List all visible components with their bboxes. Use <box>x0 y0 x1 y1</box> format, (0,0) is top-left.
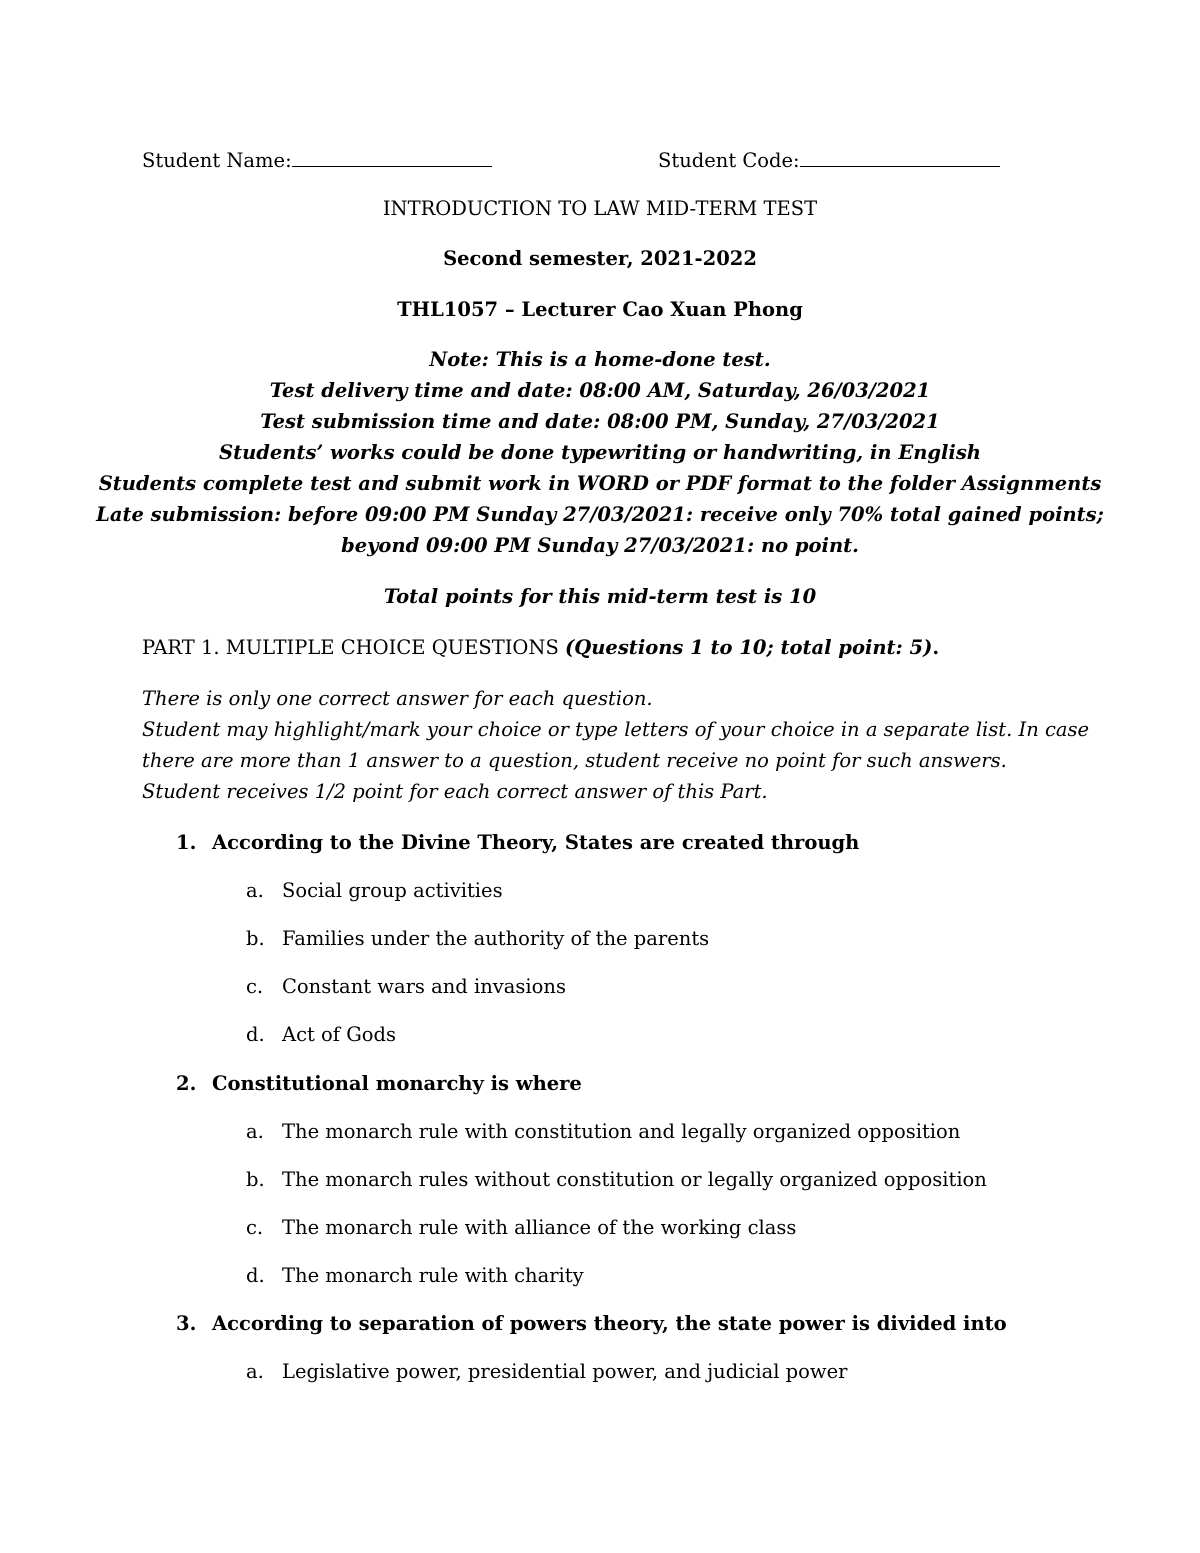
option-text: Social group activities <box>282 879 503 902</box>
option-1d[interactable] <box>246 1025 396 1045</box>
question-text: According to separation of powers theory, the state power is divided into <box>212 1312 1007 1335</box>
semester-line: Second semester, 2021-2022 <box>443 247 757 270</box>
option-text: The monarch rule with charity <box>282 1264 584 1287</box>
part1-heading-text: PART 1. MULTIPLE CHOICE QUESTIONS <box>142 636 566 659</box>
student-name-field <box>142 148 492 171</box>
part1-heading-end: . <box>932 636 940 659</box>
total-points: Total points for this mid-term test is 10 <box>383 585 817 608</box>
option-2c[interactable] <box>246 1218 796 1238</box>
student-code-field <box>658 148 1000 171</box>
option-1c[interactable] <box>246 977 566 997</box>
note-line: Late submission: before 09:00 PM Sunday 27/03/2021: receive only 70% total gained points; <box>96 503 1104 526</box>
question-number: 1. <box>176 831 197 854</box>
option-text: Act of Gods <box>282 1023 397 1046</box>
student-code-blank[interactable] <box>800 148 1000 167</box>
question-2 <box>176 1074 582 1094</box>
question-3 <box>176 1314 1007 1334</box>
option-3a[interactable] <box>246 1362 847 1382</box>
instruction-line: Student receives 1/2 point for each correct answer of this Part. <box>142 780 768 803</box>
note-line: Note: This is a home-done test. <box>429 348 771 371</box>
note-line: Test delivery time and date: 08:00 AM, Saturday, 26/03/2021 <box>269 379 931 402</box>
option-2a[interactable] <box>246 1122 960 1142</box>
question-1 <box>176 833 859 853</box>
part1-heading-detail: (Questions 1 to 10; total point: 5) <box>565 636 933 659</box>
test-title: INTRODUCTION TO LAW MID-TERM TEST <box>382 197 818 220</box>
option-text: The monarch rule with alliance of the working class <box>282 1216 797 1239</box>
option-letter: d. <box>246 1264 265 1287</box>
question-number: 2. <box>176 1072 197 1095</box>
option-2d[interactable] <box>246 1266 584 1286</box>
option-letter: a. <box>246 1120 264 1143</box>
option-letter: d. <box>246 1023 265 1046</box>
student-name-label: Student Name: <box>142 149 292 172</box>
note-line: Students complete test and submit work in WORD or PDF format to the folder Assignments <box>98 472 1102 495</box>
option-1b[interactable] <box>246 929 709 949</box>
option-text: The monarch rules without constitution or legally organized opposition <box>282 1168 987 1191</box>
option-text: Legislative power, presidential power, and judicial power <box>282 1360 848 1383</box>
question-text: According to the Divine Theory, States are created through <box>212 831 860 854</box>
course-line: THL1057 – Lecturer Cao Xuan Phong <box>397 298 803 321</box>
option-letter: b. <box>246 1168 265 1191</box>
option-text: Families under the authority of the parents <box>282 927 710 950</box>
question-number: 3. <box>176 1312 197 1335</box>
option-letter: b. <box>246 927 265 950</box>
note-line: Test submission time and date: 08:00 PM, Sunday, 27/03/2021 <box>260 410 940 433</box>
option-2b[interactable] <box>246 1170 987 1190</box>
option-1a[interactable] <box>246 881 503 901</box>
question-text: Constitutional monarchy is where <box>212 1072 582 1095</box>
option-text: Constant wars and invasions <box>282 975 566 998</box>
option-letter: c. <box>246 975 264 998</box>
option-letter: a. <box>246 1360 264 1383</box>
option-letter: a. <box>246 879 264 902</box>
note-line: beyond 09:00 PM Sunday 27/03/2021: no point. <box>341 534 859 557</box>
option-text: The monarch rule with constitution and legally organized opposition <box>282 1120 961 1143</box>
student-name-blank[interactable] <box>292 148 492 167</box>
instruction-line: there are more than 1 answer to a question, student receive no point for such answers. <box>142 749 1007 772</box>
instruction-line: Student may highlight/mark your choice or type letters of your choice in a separate list. In case <box>142 718 1090 741</box>
option-letter: c. <box>246 1216 264 1239</box>
instruction-line: There is only one correct answer for each question. <box>142 687 653 710</box>
note-line: Students’ works could be done typewriting or handwriting, in English <box>219 441 981 464</box>
student-code-label: Student Code: <box>658 149 800 172</box>
part1-heading <box>142 638 939 658</box>
